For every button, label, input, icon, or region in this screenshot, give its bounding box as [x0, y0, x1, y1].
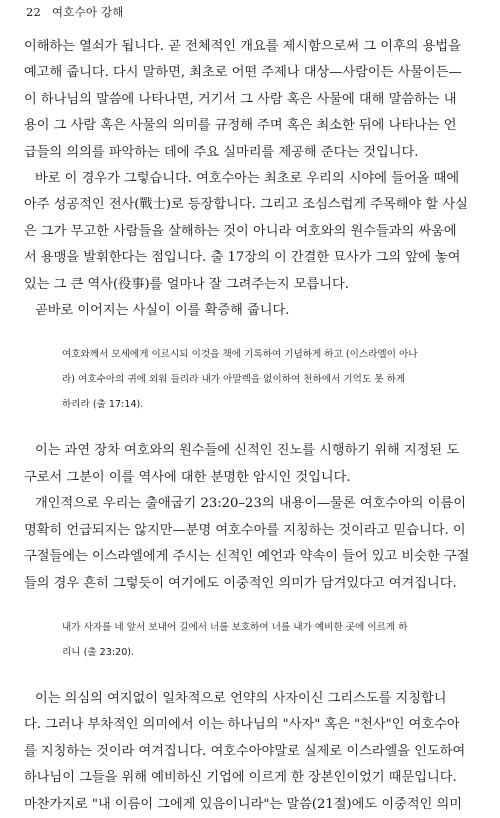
text-line: 아주 성공적인 전사(戰士)로 등장합니다. 그리고 조심스럽게 주목해야 할 사실 — [24, 197, 468, 213]
text-line: 다. 그러나 부차적인 의미에서 이는 하나님의 "사자" 혹은 "천사"인 여호수아 — [24, 717, 460, 733]
block-quote-1 — [62, 342, 457, 417]
book-title: 여호수아 강해 — [51, 5, 124, 19]
quote-line: 여호와께서 모세에게 이르시되 이것을 책에 기록하여 기념하게 하고 (이스라엘이 아나 — [62, 349, 418, 361]
text-line: 구로서 그분이 이를 역사에 대한 분명한 암시인 것입니다. — [24, 469, 351, 485]
paragraph-4 — [24, 438, 480, 491]
text-line: 를 지칭하는 것이라 여겨집니다. 여호수아야말로 실제로 이스라엘을 인도하여 — [24, 743, 466, 759]
text-line: 있는 그 큰 역사(役事)를 얼마나 잘 그려주는지 모릅니다. — [24, 276, 349, 292]
quote-line: 리니 (출 23:20). — [62, 646, 135, 658]
paragraph-2 — [24, 166, 480, 298]
text-line: 구절들에는 이스라엘에게 주시는 신적인 예언과 약속이 들어 있고 비슷한 구절 — [24, 549, 470, 565]
text-line: 개인적으로 우리는 출애굽기 23:20–23의 내용이—물론 여호수아의 이름이 — [35, 496, 466, 512]
quote-line: 라) 여호수아의 귀에 외워 들리라 내가 아말렉을 없이하여 천하에서 기억도 못 하게 — [62, 374, 406, 386]
paragraph-3 — [24, 298, 480, 324]
page-number: 22 — [26, 5, 42, 19]
text-line: 하나님이 그들을 위해 예비하신 기업에 이르게 한 장본인이었기 때문입니다. — [24, 770, 457, 786]
block-quote-2 — [62, 615, 457, 665]
quote-line: 내가 사자를 네 앞서 보내어 길에서 너를 보호하여 너를 내가 예비한 곳에 이르게 하 — [62, 621, 408, 633]
quote-line: 하리라 (출 17:14). — [62, 399, 144, 411]
paragraph-1 — [24, 34, 480, 166]
text-line: 바로 이 경우가 그렇습니다. 여호수아는 최초로 우리의 시야에 들어올 때에 — [35, 171, 460, 187]
text-line: 이는 과연 장차 여호와의 원수들에 신적인 진노를 시행하기 위해 지정된 도 — [35, 443, 460, 459]
text-line: 명확히 언급되지는 않지만—분명 여호수아를 지칭하는 것이라고 믿습니다. 이 — [24, 522, 466, 538]
text-line: 예고해 줍니다. 다시 말하면, 최초로 어떤 주제나 대상—사람이든 사물이든— — [24, 65, 462, 81]
text-line: 서 용맹을 발휘한다는 점입니다. 출 17장의 이 간결한 묘사가 그의 앞에 놓여 — [24, 250, 461, 266]
text-line: 마찬가지로 "내 이름이 그에게 있음이니라"는 말씀(21절)에도 이중적인 의미 — [24, 796, 462, 812]
text-line: 곧바로 이어지는 사실이 이를 확증해 줍니다. — [35, 303, 290, 319]
paragraph-5 — [24, 491, 480, 597]
text-line: 용이 그 사람 혹은 사물의 의미를 규정해 주며 혹은 최소한 뒤에 나타나는 언 — [24, 118, 457, 134]
text-line: 이는 의심의 여지없이 일차적으로 언약의 사자이신 그리스도를 지칭합니 — [35, 690, 447, 706]
running-header — [26, 4, 124, 20]
paragraph-6 — [24, 686, 480, 818]
text-line: 급들의 의의를 파악하는 데에 주요 실마리를 제공해 준다는 것입니다. — [24, 144, 419, 160]
text-line: 이 하나님의 말씀에 나타나면, 거기서 그 사람 혹은 사물에 대해 말씀하는 내 — [24, 91, 457, 107]
text-line: 이해하는 열쇠가 됩니다. 곧 전체적인 개요를 제시함으로써 그 이후의 용법을 — [24, 39, 461, 54]
page-body — [24, 34, 480, 818]
text-line: 들의 경우 흔히 그렇듯이 여기에도 이중적인 의미가 담겨있다고 여겨집니다. — [24, 575, 457, 591]
text-line: 은 그가 무고한 사람들을 살해하는 것이 아니라 여호와의 원수들과의 싸움에 — [24, 223, 457, 239]
